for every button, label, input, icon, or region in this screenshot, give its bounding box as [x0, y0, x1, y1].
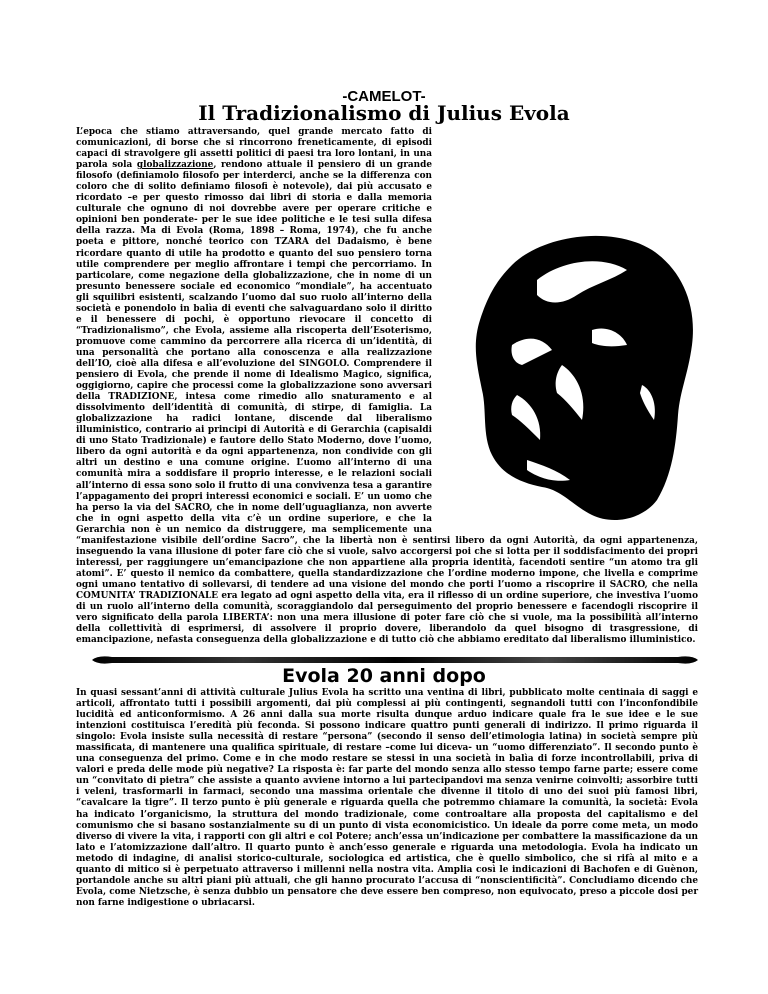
second-article-body [76, 688, 698, 909]
article-paragraph: L’epoca che stiamo attraversando, quel grande mercato fatto di comunicazioni, di borse che si rincorrono freneticamente, di episodi capaci di stravolgere gli assetti politici di paesi tra loro lontani, in una parola sola globalizzazione, rendono attuale il pensiero di un grande filosofo (definiamolo filosofo per interderci, anche se la differenza con coloro che di solito definiamo filosofi è notevole), dai più accusato e ricordato –e per questo rimosso dai libri di storia e dalla memoria culturale che ognuno di noi dovrebbe avere per operare critiche e opinioni ben ponderate- per le sue idee politiche e le tesi sulla difesa della razza. Ma di Evola (Roma, 1898 – Roma, 1974), che fu anche poeta e pittore, nonché teorico con TZARA del Dadaismo, è bene ricordare quanto di utile ha prodotto e quanto del suo pensiero torna utile comprendere per meglio affrontare i tempi che percorriamo. In particolare, come negazione della globalizzazione, che in nome di un presunto benessere sociale ed economico “mondiale”, ha accentuato gli squilibri esistenti, scalzando l’uomo dal suo ruolo all’interno della società e ponendolo in balìa di eventi che salvaguardano solo il diritto e il benessere di pochi, è opportuno rievocare il concetto di “Tradizionalismo”, che Evola, assieme alla riscoperta dell’Esoterismo, promuove come cammino da percorrere alla ricerca di un’identità, di una personalità che portano alla conoscenza e alla realizzazione dell’IO, cioè alla difesa e all’evoluzione del SINGOLO. Comprendere il pensiero di Evola, che prende il nome di Idealismo Magico, significa, oggigiorno, capire che processi come la globalizzazione sono avversari della TRADIZIONE, intesa come rimedio allo snaturamento e al dissolvimento dell’identità di comunità, di stirpe, di famiglia. La globalizzazione ha radici lontane, discende dal liberalismo illuministico, contrario ai principi di Autorità e di Gerarchia (capisaldi di uno Stato Tradizionale) e fautore dello Stato Moderno, dove l’uomo, libero da ogni autorità e da ogni appartenenza, non condivide con gli altri un destino e una comune origine. L’uomo all’interno di una comunità mira a soddisfare il proprio interesse, e le relazioni sociali all’interno di essa sono solo il frutto di una convivenza tesa a garantire l’appagamento dei propri interessi economici e sociali. E’ un uomo che ha perso la via del SACRO, che in nome dell’uguaglianza, non avverte che in ogni aspetto della vita c’è un ordine superiore, e che la Gerarchia non è un nemico da distruggere, ma semplicemente una “manifestazione visibile dell’ordine Sacro”, che la libertà non è sentirsi libero da ogni Autorità, da ogni appartenenza, inseguendo la vana illusione di poter fare ciò che si vuole, salvo accorgersi poi che si lotta per il soddisfacimento dei propri interessi, per raggiungere un’emancipazione che non appartiene alla propria identità, facendoti sentire “un atomo tra gli atomi”. E’ questo il nemico da combattere, quella standardizzazione che l’ordine moderno impone, che livella e comprime ogni umano tentativo di sollevarsi, di tendere ad una visione del mondo che porti l’uomo a riscoprire il SACRO, che nella COMUNITA’ TRADIZIONALE era legato ad ogni aspetto della vita, era il riflesso di un ordine superiore, che investiva l’uomo di un ruolo all’interno della comunità, scoraggiandolo dal perseguimento del proprio benessere e facendogli riscoprire il vero significato della parola LIBERTA’: non una mera illusione di poter fare ciò che si vuole, ma la possibilità all’interno della collettività di esprimersi, di assolvere il proprio dovere, liberandolo da quel bisogno di trasgressione, di emancipazione, nefasta conseguenza della globalizzazione e di tutto ciò che abbiamo ereditato dal liberalismo illuministico. [76, 127, 698, 646]
second-article-title: Evola 20 anni dopo [282, 665, 486, 687]
section-divider [92, 655, 698, 665]
section-kicker: -CAMELOT- [342, 88, 426, 105]
keyword-globalizzazione: globalizzazione [136, 160, 214, 171]
article-title: Il Tradizionalismo di Julius Evola [198, 101, 570, 125]
article-paragraph: In quasi sessant’anni di attività culturale Julius Evola ha scritto una ventina di libri, pubblicato molte centinaia di saggi e articoli, affrontato tutti i possibili argomenti, dai più complessi ai più contingenti, segnandoli tutti con l’inconfondibile lucidità ed anticonformismo. A 26 anni dalla sua morte risulta dunque arduo indicare quale fra le sue idee e le sue intenzioni costituisca l’eredità più feconda. Si possono indicare quattro punti generali di indirizzo. Il primo riguarda il singolo: Evola insiste sulla necessità di restare “persona” (secondo il senso dell’etimologia latina) in società sempre più massificata, di mantenere una qualifica spirituale, di restare –come lui diceva- un “uomo differenziato”. Il secondo punto è una conseguenza del primo. Come e in che modo restare se stessi in una società in balìa di forze incontrollabili, priva di valori e preda delle mode più negative? La risposta è: far parte del mondo senza allo stesso tempo farne parte; essere come un “convitato di pietra” che assiste a quanto avviene intorno a lui partecipandovi ma senza venirne coinvolti; assorbire tutti i veleni, trasformarli in farmaci, secondo una massima orientale che divenne il titolo di uno dei suoi più famosi libri, “cavalcare la tigre”. Il terzo punto è più generale e riguarda quella che potremmo chiamare la comunità, la società: Evola ha indicato l’organicismo, la struttura del mondo tradizionale, come controaltare alla proposta del capitalismo e del comunismo che si basano sostanzialmente su di un punto di vista economicistico. Un ideale da porre come meta, un modo diverso di vivere la vita, i rapporti con gli altri e col Potere; anch’essa un’indicazione per combattere la massificazione da un lato e l’atomizzazione dall’altro. Il quarto punto è anch’esso generale e riguarda una metodologia. Evola ha indicato un metodo di indagine, di analisi storico-culturale, sociologica ed artistica, che è quello simbolico, che si rifà al mito e a quanto di mitico si è perpetuato attraverso i millenni nella nostra vita. Amplia così le indicazioni di Bachofen e di Guènon, portandole anche su altri piani più attuali, che gli hanno procurato l’accusa di “nonscientificità”. Concludiamo dicendo che Evola, come Nietzsche, è senza dubbio un pensatore che deve essere ben compreso, non equivocato, preso a piccole dosi per non farne indigestione o ubriacarsi. [76, 688, 698, 908]
article-body [76, 127, 698, 646]
portrait-image [442, 225, 698, 525]
